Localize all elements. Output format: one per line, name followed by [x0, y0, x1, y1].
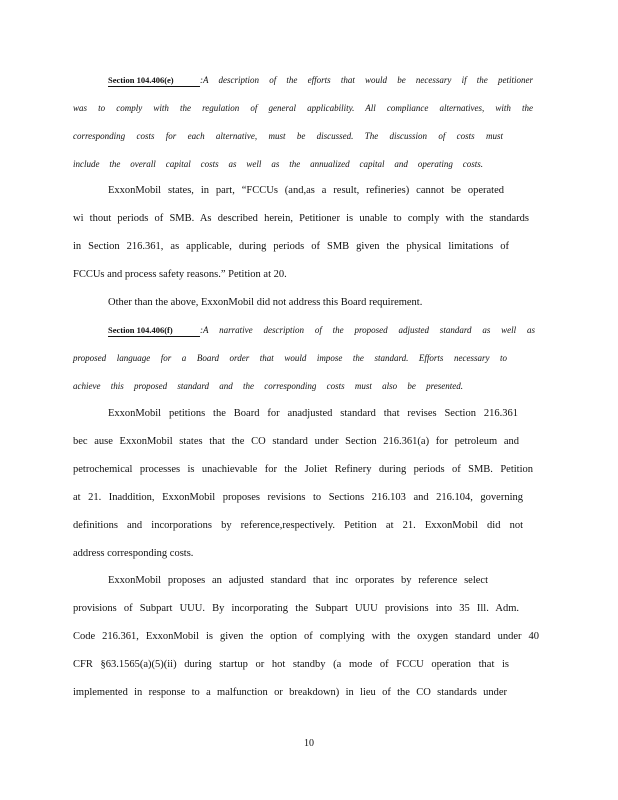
paragraph-line: implemented in response to a malfunction or breakdown) in lieu of the CO standards under	[73, 687, 507, 698]
section-f-line: achieve this proposed standard and the corresponding costs must also be presented.	[73, 381, 463, 391]
section-e-line: include the overall capital costs as well as the annualized capital and operating costs.	[73, 159, 483, 169]
section-e-line: corresponding costs for each alternative, must be discussed. The discussion of costs must	[73, 131, 503, 141]
paragraph-line: Code 216.361, ExxonMobil is given the option of complying with the oxygen standard under 40	[73, 631, 539, 642]
section-e-line: was to comply with the regulation of general applicability. All compliance alternatives, with the	[73, 103, 533, 113]
section-104-406e-heading	[108, 73, 533, 87]
paragraph-line: provisions of Subpart UUU. By incorporating the Subpart UUU provisions into 35 Ill. Adm.	[73, 603, 519, 614]
paragraph-line: ExxonMobil states, in part, “FCCUs (and,as a result, refineries) cannot be operated	[108, 185, 504, 196]
paragraph-line: wi thout periods of SMB. As described herein, Petitioner is unable to comply with the standards	[73, 213, 529, 224]
paragraph-line: ExxonMobil proposes an adjusted standard that inc orporates by reference select	[108, 575, 488, 586]
paragraph-line: petrochemical processes is unachievable for the Joliet Refinery during periods of SMB. Petition	[73, 464, 533, 475]
paragraph-line: address corresponding costs.	[73, 548, 194, 559]
section-label: Section 104.406(f)	[108, 325, 200, 337]
paragraph-line: in Section 216.361, as applicable, during periods of SMB given the physical limitations of	[73, 241, 509, 252]
section-f-line: proposed language for a Board order that would impose the standard. Efforts necessary to	[73, 353, 507, 363]
page-number: 10	[304, 738, 314, 749]
section-description: :A narrative description of the proposed adjusted standard as well as	[200, 325, 535, 335]
paragraph-line: ExxonMobil petitions the Board for anadjusted standard that revises Section 216.361	[108, 408, 518, 419]
section-description: :A description of the efforts that would be necessary if the petitioner	[200, 75, 533, 85]
section-label: Section 104.406(e)	[108, 75, 200, 87]
paragraph-line: CFR §63.1565(a)(5)(ii) during startup or hot standby (a mode of FCCU operation that is	[73, 659, 509, 670]
section-104-406f-heading	[108, 323, 535, 337]
paragraph-line: at 21. Inaddition, ExxonMobil proposes revisions to Sections 216.103 and 216.104, governing	[73, 492, 523, 503]
paragraph-line: definitions and incorporations by reference,respectively. Petition at 21. ExxonMobil did not	[73, 520, 523, 531]
paragraph-line: FCCUs and process safety reasons.” Petition at 20.	[73, 269, 287, 280]
paragraph-line: bec ause ExxonMobil states that the CO standard under Section 216.361(a) for petroleum and	[73, 436, 519, 447]
paragraph-line: Other than the above, ExxonMobil did not address this Board requirement.	[108, 297, 423, 308]
